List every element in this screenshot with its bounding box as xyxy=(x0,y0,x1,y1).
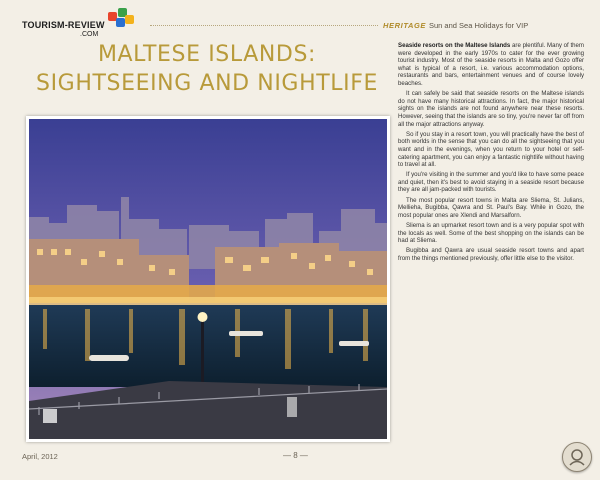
paragraph-4: If you're visiting in the summer and you'd like to have some peace and quiet, then it's best to avoid staying in a seaside resort because they are all jam-packed with tourists. xyxy=(398,171,584,194)
paragraph-7: Bugibba and Qawra are usual seaside resort towns and apart from the things mentioned previously, offer little else to the visitor. xyxy=(398,247,584,262)
paragraph-2: It can safely be said that seaside resorts on the Maltese islands do not have many historical attractions. In fact, the major historical sights on the islands are not found anywhere near these resorts. However, seeing that the islands are so tiny, you're never far off from all the major attractions anyway. xyxy=(398,90,584,128)
paragraph-6: Sliema is an upmarket resort town and is a very popular spot with the locals as well. Some of the best shopping on the islands can be had at Sliema. xyxy=(398,222,584,245)
article-body xyxy=(398,42,584,440)
harbour-night-photo xyxy=(26,116,390,442)
paragraph-lead: Seaside resorts on the Maltese Islands xyxy=(398,42,511,49)
header-divider xyxy=(150,25,378,26)
article-title-line-2: SIGHTSEEING AND NIGHTLIFE xyxy=(36,71,378,96)
page-corner-icon[interactable] xyxy=(562,442,592,472)
issue-date: April, 2012 xyxy=(22,452,58,461)
paragraph-5: The most popular resort towns in Malta are Sliema, St. Julians, Mellieha, Bugibba, Qawra and St. Paul's Bay. While in Gozo, the most popular ones are Xlendi and Marsalforn. xyxy=(398,196,584,219)
section-subtitle: Sun and Sea Holidays for VIP xyxy=(429,21,529,30)
tourism-review-logo[interactable] xyxy=(22,6,142,40)
paragraph-1-text: are plentiful. Many of them were developed in the early 1970s to cater for the ever growing tourist industry. Most of the seaside resorts in Malta and Gozo offer what is typical of a resort, i.e. various accommodation options, restaurants and bars, entertainment venues and of course lovely beaches. xyxy=(398,42,584,87)
section-label: HERITAGE xyxy=(383,21,426,30)
article-title-line-1: MALTESE ISLANDS: xyxy=(97,42,317,67)
logo-domain: .COM xyxy=(80,31,99,38)
paragraph-1 xyxy=(398,42,584,88)
logo-name: TOURISM-REVIEW xyxy=(22,20,105,30)
logo-squares-icon xyxy=(108,8,134,30)
section-header xyxy=(383,21,528,30)
page-number: — 8 — xyxy=(283,451,308,460)
article-title xyxy=(22,40,392,98)
paragraph-3: So if you stay in a resort town, you will practically have the best of both worlds in the sense that you can do all the sightseeing that you want and in the evenings, when you return to your hotel or self-catering apartment, you can enjoy a fantastic nightlife without having to travel at all. xyxy=(398,130,584,169)
